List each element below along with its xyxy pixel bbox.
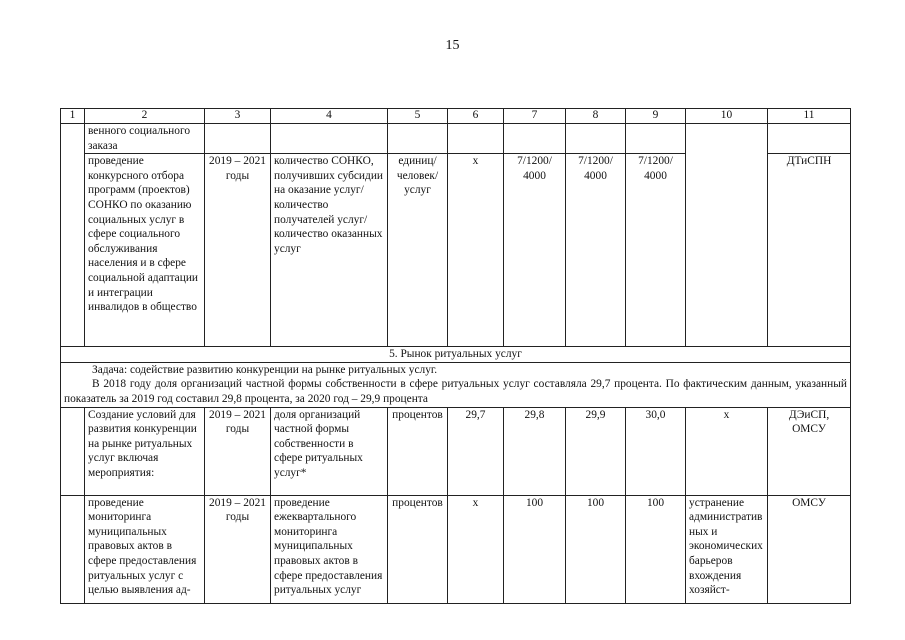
column-header: 6 (448, 109, 504, 124)
table-cell: проведение конкурсного отбора программ (проектов) СОНКО по оказанию социальных услуг в сфере социального обслуживания населения и в сфере социальной адаптации и интеграции инвалидов в общество (85, 154, 205, 347)
table-cell (205, 124, 271, 154)
column-header: 1 (61, 109, 85, 124)
task-line: В 2018 году доля организаций частной формы собственности в сфере ритуальных услуг составляла 29,7 процента. По фактическим данным, указанный показатель за 2019 год составил 29,8 процента, за 2020 год – 29,9 процента (64, 378, 847, 405)
table-cell: 100 (566, 495, 626, 603)
column-header: 11 (768, 109, 851, 124)
table-cell: 7/1200/ 4000 (566, 154, 626, 347)
table-cell: процентов (388, 495, 448, 603)
table-cell: х (686, 407, 768, 495)
table-cell: единиц/ человек/ услуг (388, 154, 448, 347)
column-header: 9 (626, 109, 686, 124)
column-header: 8 (566, 109, 626, 124)
task-line: Задача: содействие развитию конкуренции на рынке ритуальных услуг. (92, 363, 438, 376)
page-number: 15 (445, 38, 460, 53)
table-cell: проведение мониторинга муниципальных правовых актов в сфере предоставления ритуальных услуг с целью выявления ад- (85, 495, 205, 603)
table-cell (504, 124, 566, 154)
task-row (61, 362, 851, 407)
table-cell: доля организаций частной формы собственности в сфере ритуальных услуг* (271, 407, 388, 495)
column-header: 3 (205, 109, 271, 124)
table-cell: 100 (626, 495, 686, 603)
column-header: 2 (85, 109, 205, 124)
table-row (61, 407, 851, 495)
table-cell (768, 124, 851, 154)
table-cell: ДТиСПН (768, 154, 851, 347)
table-cell (626, 124, 686, 154)
column-header: 5 (388, 109, 448, 124)
table-cell: 2019 – 2021 годы (205, 495, 271, 603)
table-cell (61, 407, 85, 495)
table-cell: процентов (388, 407, 448, 495)
table-cell: 7/1200/ 4000 (504, 154, 566, 347)
table-cell (271, 124, 388, 154)
table-cell: 29,7 (448, 407, 504, 495)
column-number-row (61, 109, 851, 124)
table-cell: ОМСУ (768, 495, 851, 603)
table-cell: 2019 – 2021 годы (205, 407, 271, 495)
table-cell (448, 124, 504, 154)
table-cell: 29,8 (504, 407, 566, 495)
column-header: 7 (504, 109, 566, 124)
table-cell: 2019 – 2021 годы (205, 154, 271, 347)
table-cell: х (448, 154, 504, 347)
table-cell: устранение административных и экономических барьеров вхождения хозяйст- (686, 495, 768, 603)
table-cell: проведение ежеквартального мониторинга муниципальных правовых актов в сфере предоставления ритуальных услуг (271, 495, 388, 603)
table-cell: 7/1200/ 4000 (626, 154, 686, 347)
table-cell: 100 (504, 495, 566, 603)
table-cell (388, 124, 448, 154)
section-title: 5. Рынок ритуальных услуг (61, 347, 851, 363)
table-cell: ДЭиСП, ОМСУ (768, 407, 851, 495)
table-row (61, 495, 851, 603)
table-cell: венного социального заказа (85, 124, 205, 154)
table-cell: Создание условий для развития конкуренции на рынке ритуальных услуг включая мероприятия: (85, 407, 205, 495)
column-header: 10 (686, 109, 768, 124)
column-header: 4 (271, 109, 388, 124)
table-cell (686, 124, 768, 347)
table-cell (61, 124, 85, 347)
table-cell (566, 124, 626, 154)
activity-table (60, 108, 851, 604)
table-cell: количество СОНКО, получивших субсидии на оказание услуг/ количество получателей услуг/ количество оказанных услуг (271, 154, 388, 347)
table-cell: 29,9 (566, 407, 626, 495)
section-row (61, 347, 851, 363)
table-cell: 30,0 (626, 407, 686, 495)
table-row (61, 124, 851, 154)
table-cell: х (448, 495, 504, 603)
task-description (61, 362, 851, 407)
table-cell (61, 495, 85, 603)
